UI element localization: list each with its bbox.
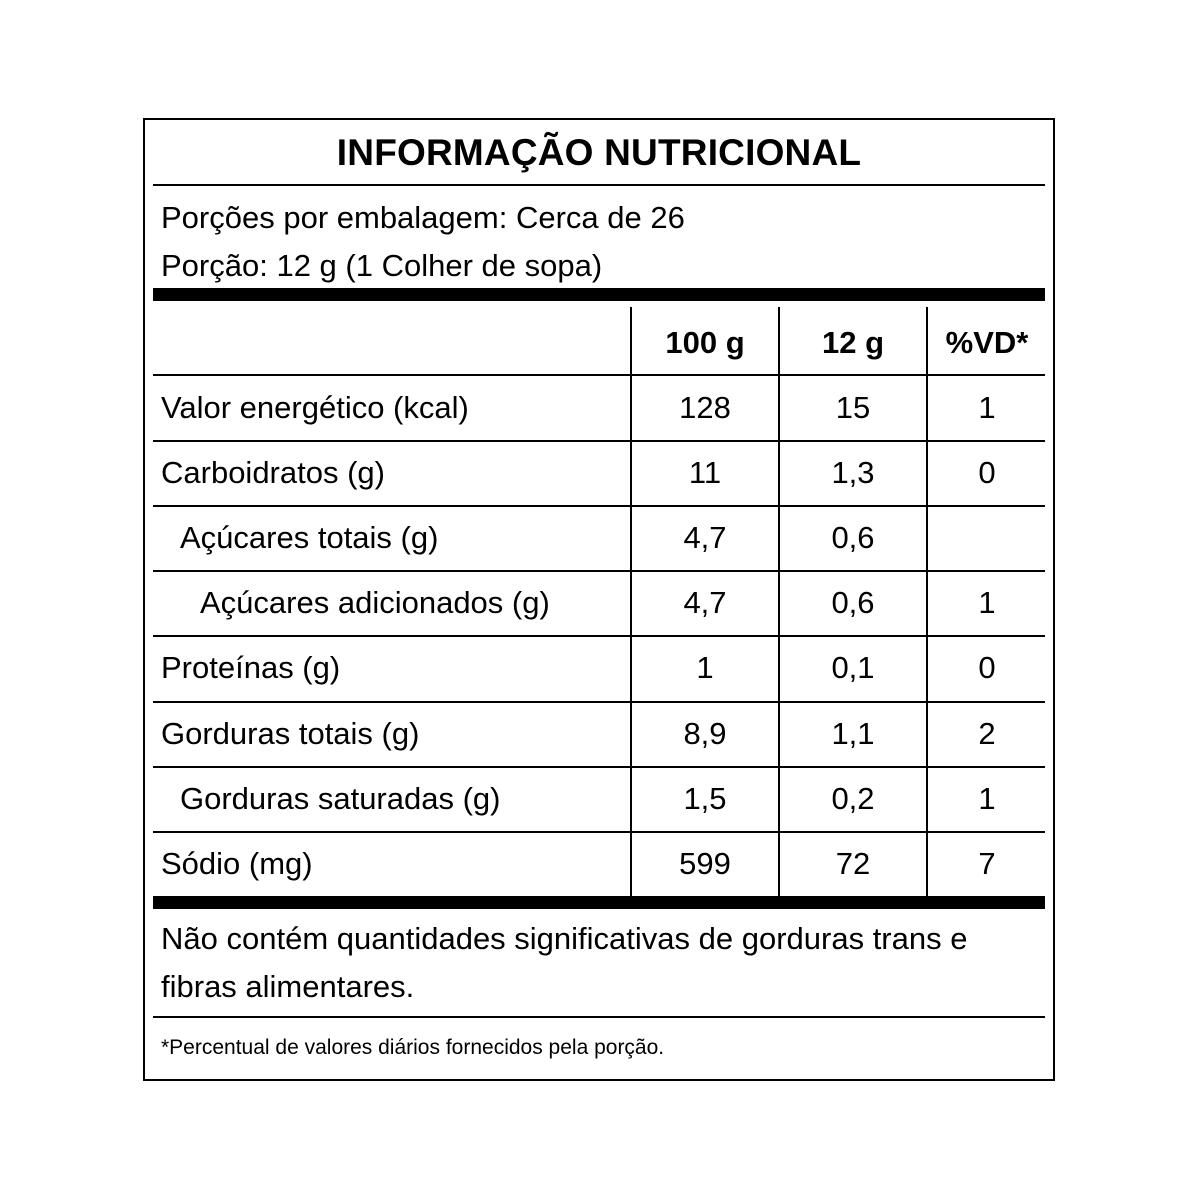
- daily-value-percent: 7: [978, 845, 996, 881]
- value-per-portion: 0,1: [831, 650, 875, 686]
- nutrient-row: [145, 636, 1053, 700]
- nutrient-row: [145, 506, 1053, 570]
- nutrient-name: Açúcares adicionados (g): [200, 585, 550, 621]
- daily-value-percent: 1: [978, 780, 996, 816]
- nutrient-name: Gorduras saturadas (g): [180, 780, 501, 816]
- trans-fat-fiber-note: Não contém quantidades significativas de gorduras trans e fibras alimentares.: [161, 921, 968, 1004]
- nutrient-row: [145, 441, 1053, 505]
- column-header-portion: 12 g: [821, 325, 885, 360]
- header-thick-divider: [153, 288, 1045, 301]
- nutrient-row: [145, 571, 1053, 635]
- daily-value-percent: 0: [978, 455, 996, 491]
- value-per-portion: 0,2: [831, 780, 875, 816]
- nutrition-facts-panel: [143, 118, 1055, 1081]
- value-per-portion: 0,6: [831, 520, 875, 556]
- value-per-100g: 128: [679, 390, 731, 425]
- servings-per-package: Porções por embalagem: Cerca de 26: [161, 200, 685, 235]
- label-title: INFORMAÇÃO NUTRICIONAL: [336, 132, 862, 173]
- value-per-100g: 1,5: [683, 780, 727, 816]
- nutrient-name: Sódio (mg): [161, 845, 313, 881]
- value-per-portion: 0,6: [831, 585, 875, 621]
- daily-value-percent: 0: [978, 650, 996, 686]
- title-divider: [153, 184, 1045, 186]
- nutrient-row: [145, 702, 1053, 766]
- nutrient-name: Valor energético (kcal): [161, 390, 469, 425]
- nutrient-name: Proteínas (g): [161, 650, 341, 686]
- value-per-portion: 15: [835, 390, 871, 425]
- value-per-portion: 72: [835, 845, 871, 881]
- nutrient-row: [145, 376, 1053, 440]
- serving-size: Porção: 12 g (1 Colher de sopa): [161, 248, 603, 283]
- table-bottom-thick-divider: [153, 896, 1045, 909]
- nutrient-name: Carboidratos (g): [161, 455, 385, 491]
- nutrient-row: [145, 767, 1053, 831]
- daily-value-percent: 1: [978, 390, 996, 425]
- value-per-100g: 11: [688, 455, 722, 491]
- value-per-portion: 1,1: [831, 715, 875, 751]
- nutrient-name: Gorduras totais (g): [161, 715, 420, 751]
- daily-value-percent: 1: [978, 585, 996, 621]
- column-header-vd: %VD*: [945, 325, 1029, 360]
- value-per-100g: 8,9: [683, 715, 727, 751]
- value-per-100g: 4,7: [683, 520, 727, 556]
- daily-value-footnote: *Percentual de valores diários fornecidos pela porção.: [161, 1036, 665, 1059]
- footnote-divider: [153, 1016, 1045, 1018]
- column-header-100g: 100 g: [665, 325, 745, 360]
- value-per-portion: 1,3: [831, 455, 875, 491]
- value-per-100g: 599: [679, 845, 731, 881]
- daily-value-percent: 2: [978, 715, 996, 751]
- nutrient-row: [145, 832, 1053, 896]
- value-per-100g: 1: [696, 650, 714, 686]
- value-per-100g: 4,7: [683, 585, 727, 621]
- nutrient-name: Açúcares totais (g): [180, 520, 439, 556]
